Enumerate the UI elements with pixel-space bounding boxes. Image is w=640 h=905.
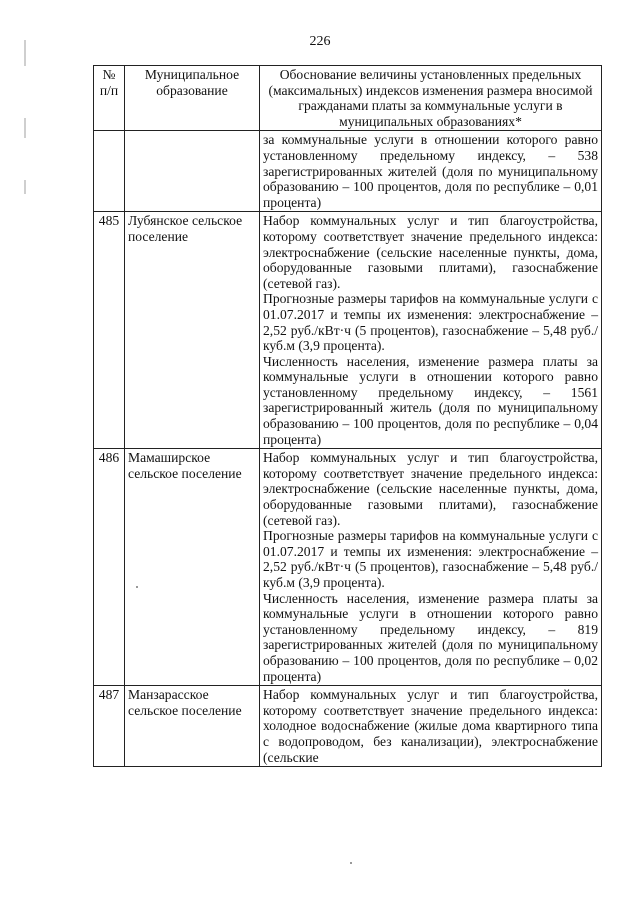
table-row (94, 686, 602, 767)
row-municipality: Лубянское сельское поселение (125, 212, 260, 449)
justification-paragraph: Набор коммунальных услуг и тип благоустройства, которому соответствует значение предельного индекса: холодное водоснабжение (жилые дома квартирного типа с водопроводом, без канализации), электроснабжение (сельские (263, 687, 598, 765)
row-municipality: Мамаширское сельское поселение (125, 449, 260, 686)
header-municipality: Муниципальное образование (125, 66, 260, 131)
row-municipality: Манзарасское сельское поселение (125, 686, 260, 767)
justification-paragraph: Прогнозные размеры тарифов на коммунальные услуги с 01.07.2017 и темпы их изменения: электроснабжение – 2,52 руб./кВт·ч (5 процентов), газоснабжение – 5,48 руб./куб.м (3,9 процента). (263, 528, 598, 590)
header-number-text: № п/п (99, 67, 119, 98)
table-header-row (94, 66, 602, 131)
table-row (94, 212, 602, 449)
justification-paragraph: Численность населения, изменение размера платы за коммунальные услуги в отношении которого равно установленному предельному индексу, – 819 зарегистрированных жителей (доля по муниципальному образованию – 100 процентов, доля по республике – 0,02 процента) (263, 590, 598, 684)
row-justification (260, 686, 602, 767)
table-row (94, 449, 602, 686)
scan-speck (350, 862, 352, 864)
row-number: 487 (94, 686, 125, 767)
row-justification (260, 131, 602, 212)
justification-paragraph: Набор коммунальных услуг и тип благоустройства, которому соответствует значение предельного индекса: электроснабжение (сельские населенные пункты, дома, оборудованные газовыми плитами), газоснабжение (сетевой газ). (263, 213, 598, 291)
tariff-justification-table (93, 65, 602, 767)
scan-margin-mark (24, 118, 26, 138)
row-municipality (125, 131, 260, 212)
header-number (94, 66, 125, 131)
row-justification (260, 449, 602, 686)
justification-paragraph: за коммунальные услуги в отношении которого равно установленному предельному индексу, – 538 зарегистрированных жителей (доля по муниципальному образованию – 100 процентов, доля по республике – 0,01 процента) (263, 132, 598, 210)
header-justification: Обоснование величины установленных предельных (максимальных) индексов изменения размера вносимой гражданами платы за коммунальные услуги в муниципальных образованиях* (260, 66, 602, 131)
scan-margin-mark (24, 180, 26, 194)
justification-paragraph: Численность населения, изменение размера платы за коммунальные услуги в отношении которого равно установленному предельному индексу, – 1561 зарегистрированный житель (доля по муниципальному образованию – 100 процентов, доля по республике – 0,04 процента) (263, 353, 598, 447)
justification-paragraph: Набор коммунальных услуг и тип благоустройства, которому соответствует значение предельного индекса: электроснабжение (сельские населенные пункты, дома, оборудованные газовыми плитами), газоснабжение (сетевой газ). (263, 450, 598, 528)
page-number: 226 (309, 34, 331, 49)
justification-paragraph: Прогнозные размеры тарифов на коммунальные услуги с 01.07.2017 и темпы их изменения: электроснабжение – 2,52 руб./кВт·ч (5 процентов), газоснабжение – 5,48 руб./куб.м (3,9 процента). (263, 291, 598, 354)
row-number: 486 (94, 449, 125, 686)
row-justification (260, 212, 602, 449)
row-number (94, 131, 125, 212)
row-number: 485 (94, 212, 125, 449)
table-row-continuation (94, 131, 602, 212)
